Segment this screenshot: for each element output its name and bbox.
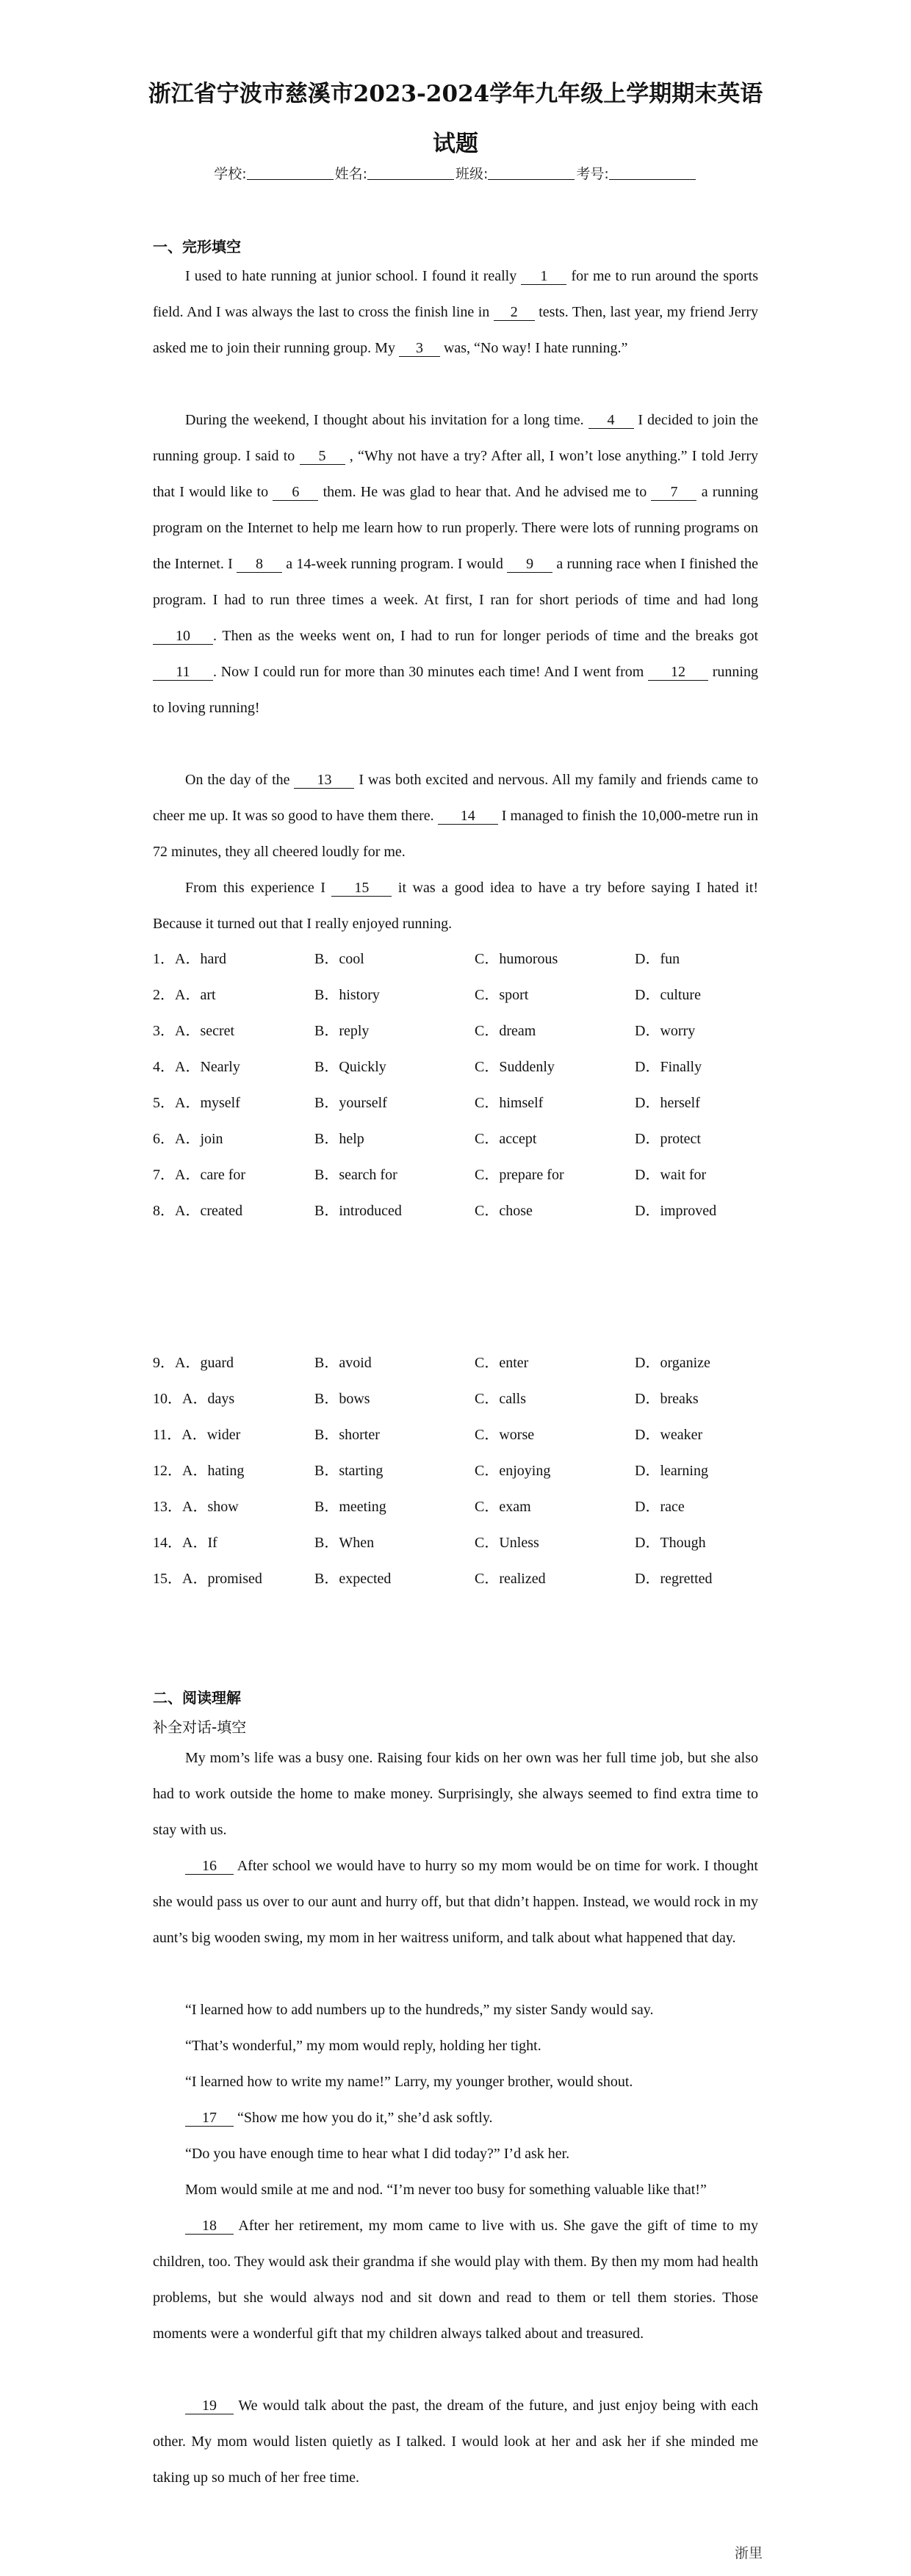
option-c[interactable]: C．prepare for [475,1167,564,1183]
option-c[interactable]: C．Suddenly [475,1059,555,1075]
blank-5: 5 [300,448,345,465]
reading-paragraph-5: “I learned how to write my name!” Larry, my younger brother, would shout. [185,2074,633,2090]
option-d[interactable]: D．organize [635,1355,710,1371]
option-c[interactable]: C．enter [475,1355,529,1371]
option-d[interactable]: D．breaks [635,1391,699,1407]
reading-paragraph-4: “That’s wonderful,” my mom would reply, holding her tight. [185,2038,541,2054]
option-d[interactable]: D．herself [635,1095,700,1111]
option-b[interactable]: B．Quickly [314,1059,386,1075]
option-a[interactable]: 14．A．If [153,1535,217,1551]
option-row [153,941,763,977]
option-b[interactable]: B．help [314,1131,364,1147]
option-a[interactable]: 12．A．hating [153,1463,245,1479]
option-c[interactable]: C．chose [475,1203,533,1219]
option-d[interactable]: D．worry [635,1023,696,1039]
option-row [153,1381,763,1417]
section-heading-cloze: 一、完形填空 [153,238,241,256]
option-c[interactable]: C．accept [475,1131,537,1147]
blank-12: 12 [648,664,708,681]
option-a[interactable]: 10．A．days [153,1391,235,1407]
option-a[interactable]: 15．A．promised [153,1571,262,1587]
option-row [153,1525,763,1561]
option-d[interactable]: D．protect [635,1131,701,1147]
cloze-paragraph-1: I used to hate running at junior school. I found it really 1 for me to run around the sports field. And I was always the last to cross the finish line in 2 tests. Then, last year, my friend Jerry asked me to join their running group. My 3 was, “No way! I hate running.” [153,268,758,356]
page-title-continued: 试题 [433,131,478,157]
option-a[interactable]: 8．A．created [153,1203,243,1219]
option-b[interactable]: B．shorter [314,1427,380,1443]
section-subheading: 补全对话-填空 [153,1718,247,1736]
option-b[interactable]: B．reply [314,1023,370,1039]
page-title: 浙江省宁波市慈溪市2023-2024学年九年级上学期期末英语 [148,81,763,107]
option-c[interactable]: C．sport [475,987,529,1003]
option-row [153,1049,763,1085]
blank-3: 3 [399,340,440,357]
option-a[interactable]: 6．A．join [153,1131,223,1147]
option-row [153,1489,763,1525]
page-footer: 浙里 [735,2545,763,2561]
blank-10: 10 [153,628,213,645]
option-b[interactable]: B．search for [314,1167,397,1183]
option-a[interactable]: 1．A．hard [153,951,226,967]
option-row [153,1417,763,1453]
reading-paragraph-8: Mom would smile at me and nod. “I’m never too busy for something valuable like that!” [185,2182,707,2198]
option-d[interactable]: D．learning [635,1463,708,1479]
option-row [153,1561,763,1597]
cloze-paragraph-4: From this experience I 15 it was a good idea to have a try before saying I hated it! Because it turned out that I really enjoyed running. [153,880,758,932]
reading-paragraph-3: “I learned how to add numbers up to the hundreds,” my sister Sandy would say. [185,2002,654,2018]
blank-1: 1 [521,268,566,285]
exam-number-label: 考号: [576,166,609,182]
option-row [153,1453,763,1489]
options-list-9-15 [153,1345,763,1597]
school-blank[interactable] [247,166,334,180]
option-row [153,1193,763,1229]
school-label: 学校: [214,166,247,182]
option-b[interactable]: B．bows [314,1391,370,1407]
option-c[interactable]: C．calls [475,1391,526,1407]
option-c[interactable]: C．Unless [475,1535,539,1551]
option-b[interactable]: B．When [314,1535,375,1551]
student-info-line [0,163,911,183]
class-label: 班级: [455,166,489,182]
option-a[interactable]: 7．A．care for [153,1167,246,1183]
name-blank[interactable] [367,166,454,180]
option-row [153,1345,763,1381]
blank-13: 13 [294,772,354,789]
section-heading-reading: 二、阅读理解 [153,1689,241,1707]
blank-11: 11 [153,664,213,681]
reading-paragraph-1: My mom’s life was a busy one. Raising four kids on her own was her full time job, but she also had to work outside the home to make money. Surprisingly, she always seemed to find extra time to stay with us. [153,1750,758,1838]
cloze-paragraph-2: During the weekend, I thought about his invitation for a long time. 4 I decided to join the running group. I said to 5 , “Why not have a try? After all, I won’t lose anything.” I told Jerry that I would like to 6 them. He was glad to hear that. And he advised me to 7 a running program on the Internet to help me learn how to run properly. There were lots of running programs on the Internet. I 8 a 14-week running program. I would 9 a running race when I finished the program. I had to run three times a week. At first, I ran for short periods of time and had long 10 . Then as the weeks went on, I had to run for longer periods of time and the breaks got 11 . Now I could run for more than 30 minutes each time! And I went from 12 running to loving running! [153,412,759,716]
blank-7: 7 [651,484,696,501]
option-a[interactable]: 13．A．show [153,1499,239,1515]
option-c[interactable]: C．dream [475,1023,536,1039]
option-b[interactable]: B．introduced [314,1203,402,1219]
blank-19: 19 [185,2398,234,2414]
option-d[interactable]: D．culture [635,987,701,1003]
option-a[interactable]: 4．A．Nearly [153,1059,240,1075]
exam-number-blank[interactable] [609,166,696,180]
option-b[interactable]: B．cool [314,951,364,967]
option-d[interactable]: D．fun [635,951,680,967]
option-c[interactable]: C．exam [475,1499,531,1515]
option-c[interactable]: C．himself [475,1095,544,1111]
option-a[interactable]: 3．A．secret [153,1023,235,1039]
option-d[interactable]: D．race [635,1499,685,1515]
option-c[interactable]: C．humorous [475,951,558,967]
option-b[interactable]: B．yourself [314,1095,387,1111]
option-b[interactable]: B．starting [314,1463,384,1479]
reading-paragraph-6: 17 “Show me how you do it,” she’d ask softly. [153,2100,758,2136]
option-d[interactable]: D．regretted [635,1571,713,1587]
option-a[interactable]: 2．A．art [153,987,216,1003]
reading-paragraph-2: 16 After school we would have to hurry so my mom would be on time for work. I thought she would pass us over to our aunt and hurry off, but that didn’t happen. Instead, we would rock in my aunt’s big wooden swing, my mom in her waitress uniform, and talk about what happened that day. [153,1858,758,1946]
blank-9: 9 [507,556,552,573]
blank-6: 6 [273,484,318,501]
class-blank[interactable] [488,166,575,180]
option-c[interactable]: C．worse [475,1427,535,1443]
option-c[interactable]: C．enjoying [475,1463,551,1479]
name-label: 姓名: [334,166,367,182]
option-a[interactable]: 5．A．myself [153,1095,240,1111]
option-row [153,1085,763,1121]
option-d[interactable]: D．Finally [635,1059,702,1075]
blank-2: 2 [494,304,535,321]
blank-15: 15 [331,880,392,897]
option-b[interactable]: B．meeting [314,1499,386,1515]
blank-4: 4 [588,412,634,429]
option-d[interactable]: D．improved [635,1203,717,1219]
option-d[interactable]: D．wait for [635,1167,707,1183]
option-a[interactable]: 11．A．wider [153,1427,241,1443]
blank-18: 18 [185,2218,234,2235]
blank-16: 16 [185,1858,234,1875]
option-d[interactable]: D．weaker [635,1427,703,1443]
option-row [153,977,763,1013]
option-row [153,1121,763,1157]
option-a[interactable]: 9．A．guard [153,1355,234,1371]
option-c[interactable]: C．realized [475,1571,546,1587]
reading-paragraph-10: 19 We would talk about the past, the dream of the future, and just enjoy being with each other. My mom would listen quietly as I talked. I would look at her and ask her if she minded me taking up so much of her free time. [153,2398,758,2486]
option-row [153,1157,763,1193]
option-b[interactable]: B．expected [314,1571,392,1587]
blank-17: 17 [185,2110,234,2127]
option-row [153,1013,763,1049]
option-d[interactable]: D．Though [635,1535,706,1551]
option-b[interactable]: B．avoid [314,1355,372,1371]
option-b[interactable]: B．history [314,987,380,1003]
options-list-1-8 [153,941,763,1229]
cloze-paragraph-3: On the day of the 13 I was both excited and nervous. All my family and friends came to cheer me up. It was so good to have them there. 14 I managed to finish the 10,000-metre run in 72 minutes, they all cheered loudly for me. [153,772,758,860]
blank-8: 8 [237,556,282,573]
blank-14: 14 [438,808,498,825]
reading-paragraph-9: 18 After her retirement, my mom came to live with us. She gave the gift of time to my children, too. They would ask their grandma if she would play with them. By then my mom had health problems, but she would always nod and sit down and read to them or tell them stories. Those moments were a wonderful gift that my children always talked about and treasured. [153,2218,758,2342]
reading-paragraph-7: “Do you have enough time to hear what I did today?” I’d ask her. [185,2146,570,2162]
